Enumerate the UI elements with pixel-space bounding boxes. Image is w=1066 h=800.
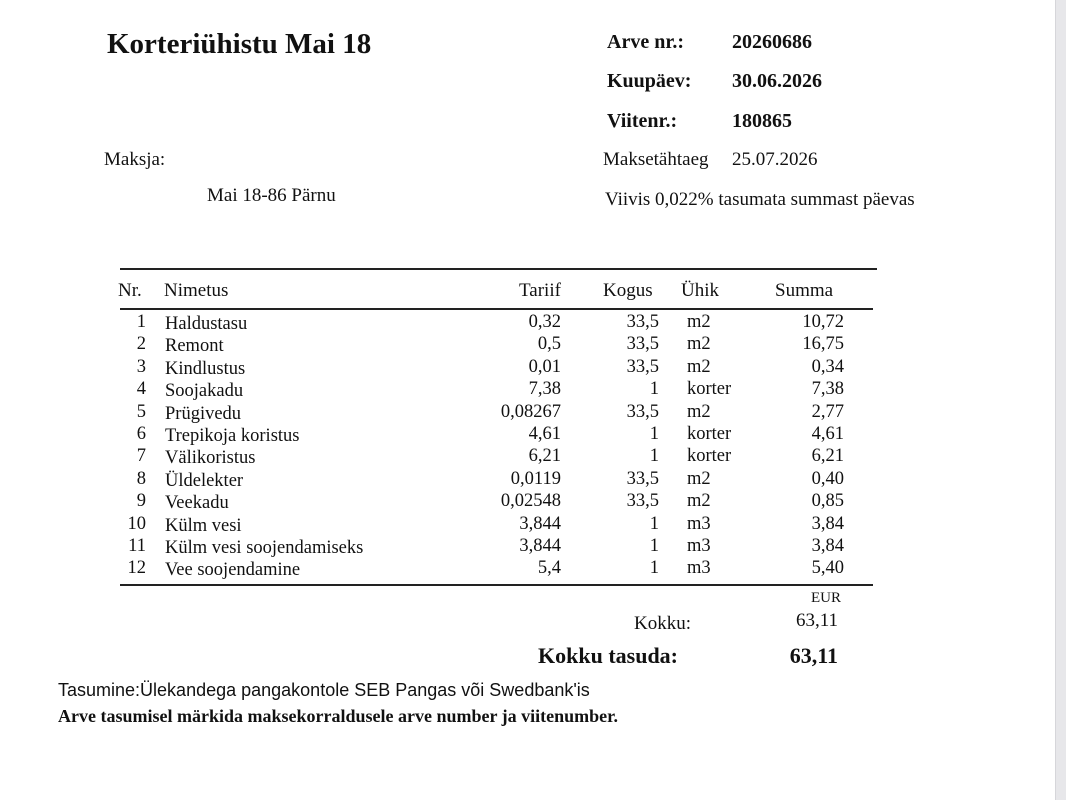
- row-name: Trepikoja koristus: [165, 426, 300, 446]
- row-tariff: 0,32: [528, 312, 561, 332]
- row-tariff: 4,61: [528, 424, 561, 444]
- row-qty: 1: [649, 424, 659, 444]
- currency-label: EUR: [811, 590, 841, 606]
- row-tariff: 0,08267: [500, 401, 561, 422]
- row-qty: 1: [649, 536, 659, 556]
- row-qty: 1: [649, 379, 659, 400]
- row-nr: 11: [128, 536, 146, 556]
- payer-address: Mai 18-86 Pärnu: [207, 185, 336, 206]
- header-tariff: Tariif: [519, 280, 561, 301]
- row-unit: korter: [687, 446, 732, 467]
- row-name: Üldelekter: [165, 470, 244, 491]
- row-tariff: 0,01: [528, 356, 561, 377]
- invoice-number-value: 20260686: [732, 31, 812, 53]
- row-nr: 12: [127, 558, 146, 579]
- row-name: Remont: [165, 336, 224, 357]
- payment-label: Tasumine:: [58, 680, 141, 700]
- row-tariff: 0,02548: [500, 491, 561, 512]
- row-nr: 8: [136, 468, 146, 489]
- due-date-value: 25.07.2026: [732, 149, 818, 170]
- row-nr: 5: [136, 401, 146, 422]
- row-nr: 10: [127, 513, 146, 534]
- row-qty: 1: [649, 446, 659, 467]
- header-qty: Kogus: [603, 280, 653, 301]
- total-label: Kokku:: [634, 613, 691, 634]
- row-nr: 2: [136, 334, 146, 355]
- row-qty: 33,5: [626, 491, 659, 512]
- row-tariff: 7,38: [528, 379, 561, 400]
- row-nr: 1: [136, 312, 146, 332]
- row-qty: 33,5: [626, 356, 659, 377]
- row-sum: 3,84: [811, 513, 844, 534]
- reference-number-label: Viitenr.:: [607, 110, 678, 132]
- due-date-label: Maksetähtaeg: [603, 149, 709, 170]
- row-name: Külm vesi soojendamiseks: [165, 538, 364, 558]
- row-name: Veekadu: [165, 493, 229, 514]
- company-name: Korteriühistu Mai 18: [107, 28, 372, 60]
- row-nr: 7: [136, 446, 146, 467]
- row-nr: 9: [136, 491, 146, 512]
- reference-number-value: 180865: [732, 110, 792, 132]
- header-sum: Summa: [775, 280, 834, 301]
- row-unit: m2: [687, 356, 711, 377]
- payment-note: Arve tasumisel märkida maksekorraldusele arve number ja viitenumber.: [58, 706, 618, 726]
- row-sum: 6,21: [811, 446, 844, 467]
- payment-text: Ülekandega pangakontole SEB Pangas või Swedbank'is: [140, 680, 590, 700]
- page-edge: [1055, 0, 1066, 800]
- row-name: Külm vesi: [165, 515, 242, 536]
- row-sum: 3,84: [811, 536, 844, 556]
- row-sum: 7,38: [811, 379, 844, 400]
- row-unit: m2: [687, 334, 711, 355]
- table-top-rule: [120, 268, 877, 270]
- row-name: Prügivedu: [165, 403, 242, 424]
- row-sum: 10,72: [802, 312, 844, 332]
- payer-label: Maksja:: [104, 149, 166, 170]
- row-name: Soojakadu: [165, 381, 244, 402]
- row-nr: 4: [136, 379, 146, 400]
- penalty-note: Viivis 0,022% tasumata summast päevas: [605, 189, 915, 210]
- row-tariff: 5,4: [537, 558, 561, 579]
- row-sum: 2,77: [811, 401, 844, 422]
- row-unit: m2: [687, 401, 711, 422]
- row-nr: 3: [136, 356, 146, 377]
- row-unit: korter: [687, 424, 732, 444]
- row-qty: 1: [649, 513, 659, 534]
- row-name: Vee soojendamine: [165, 560, 301, 581]
- invoice-number-label: Arve nr.:: [607, 31, 685, 53]
- row-unit: m3: [687, 558, 711, 579]
- row-qty: 33,5: [626, 401, 659, 422]
- row-unit: m2: [687, 468, 711, 489]
- row-unit: m2: [687, 491, 711, 512]
- row-sum: 0,34: [811, 356, 844, 377]
- amount-due-value: 63,11: [789, 643, 838, 668]
- row-qty: 33,5: [626, 312, 659, 332]
- row-tariff: 6,21: [528, 446, 561, 467]
- row-name: Haldustasu: [165, 314, 248, 334]
- row-sum: 0,40: [811, 468, 844, 489]
- row-sum: 16,75: [802, 334, 844, 355]
- row-tariff: 3,844: [519, 536, 561, 556]
- table-bottom-rule: [120, 584, 873, 586]
- table-header-rule: [120, 308, 873, 310]
- row-tariff: 0,0119: [510, 468, 561, 489]
- row-qty: 33,5: [626, 334, 659, 355]
- invoice-date-value: 30.06.2026: [732, 70, 822, 92]
- amount-due-label: Kokku tasuda:: [538, 643, 679, 668]
- header-unit: Ühik: [681, 280, 719, 301]
- row-qty: 33,5: [626, 468, 659, 489]
- row-unit: korter: [687, 379, 732, 400]
- row-unit: m2: [687, 312, 711, 332]
- header-name: Nimetus: [164, 280, 229, 301]
- row-unit: m3: [687, 536, 711, 556]
- row-tariff: 3,844: [519, 513, 561, 534]
- row-sum: 0,85: [811, 491, 844, 512]
- total-value: 63,11: [795, 610, 838, 631]
- header-nr: Nr.: [118, 280, 142, 301]
- row-unit: m3: [687, 513, 711, 534]
- payment-method: [58, 680, 590, 701]
- row-sum: 4,61: [811, 424, 844, 444]
- row-qty: 1: [649, 558, 659, 579]
- row-name: Kindlustus: [165, 358, 246, 379]
- row-tariff: 0,5: [537, 334, 561, 355]
- row-name: Välikoristus: [165, 448, 256, 469]
- row-nr: 6: [136, 424, 146, 444]
- row-sum: 5,40: [811, 558, 844, 579]
- invoice-date-label: Kuupäev:: [607, 70, 692, 92]
